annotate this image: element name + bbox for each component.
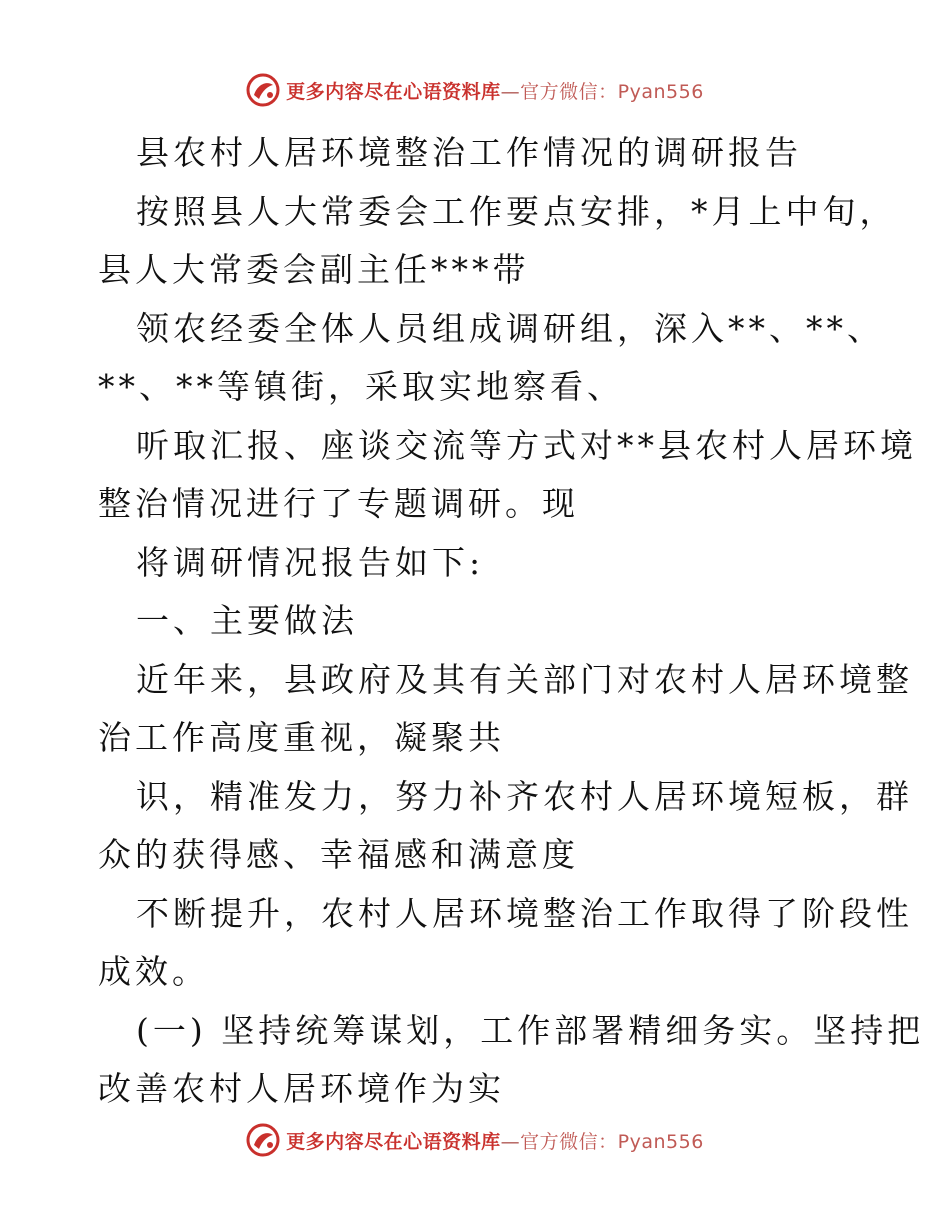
- banner-text: [286, 1127, 704, 1154]
- document-body: [98, 124, 925, 1119]
- paragraph-line: 按照县人大常委会工作要点安排，*月上中旬，: [136, 191, 897, 231]
- paragraph-line: 近年来，县政府及其有关部门对农村人居环境整: [136, 659, 913, 699]
- paragraph-line: **、**等镇街，采取实地察看、: [98, 367, 624, 406]
- header-banner: [0, 70, 950, 110]
- banner-separator: —: [500, 80, 521, 103]
- banner-wechat-text: 官方微信：Pyan556: [520, 80, 704, 103]
- paragraph-line: 领农经委全体人员组成调研组，深入**、**、: [136, 308, 884, 348]
- document-title: 县农村人居环境整治工作情况的调研报告: [136, 133, 802, 172]
- subsection-heading: (一) 坚持统筹谋划，工作部署精细务实。坚持把: [136, 1010, 925, 1050]
- banner-main-text: 更多内容尽在心语资料库: [286, 80, 501, 103]
- paragraph-line: 成效。: [98, 952, 209, 991]
- paragraph-line: 将调研情况报告如下:: [136, 542, 485, 582]
- paragraph-line: 整治情况进行了专题调研。现: [98, 484, 579, 523]
- logo-icon: [246, 73, 280, 107]
- paragraph-line: 众的获得感、幸福感和满意度: [98, 835, 579, 874]
- section-heading: 一、主要做法: [136, 601, 358, 640]
- paragraph-line: 听取汇报、座谈交流等方式对**县农村人居环境: [136, 425, 917, 465]
- logo-icon: [246, 1123, 280, 1157]
- banner-wechat-text: 官方微信：Pyan556: [520, 1130, 704, 1153]
- footer-banner: [0, 1120, 950, 1160]
- paragraph-line: 改善农村人居环境作为实: [98, 1069, 505, 1108]
- banner-separator: —: [500, 1130, 521, 1153]
- paragraph-line: 不断提升，农村人居环境整治工作取得了阶段性: [136, 893, 913, 933]
- paragraph-line: 识，精准发力，努力补齐农村人居环境短板，群: [136, 776, 913, 816]
- paragraph-line: 县人大常委会副主任***带: [98, 250, 530, 289]
- banner-text: [286, 77, 704, 104]
- paragraph-line: 治工作高度重视，凝聚共: [98, 718, 505, 757]
- banner-main-text: 更多内容尽在心语资料库: [286, 1130, 501, 1153]
